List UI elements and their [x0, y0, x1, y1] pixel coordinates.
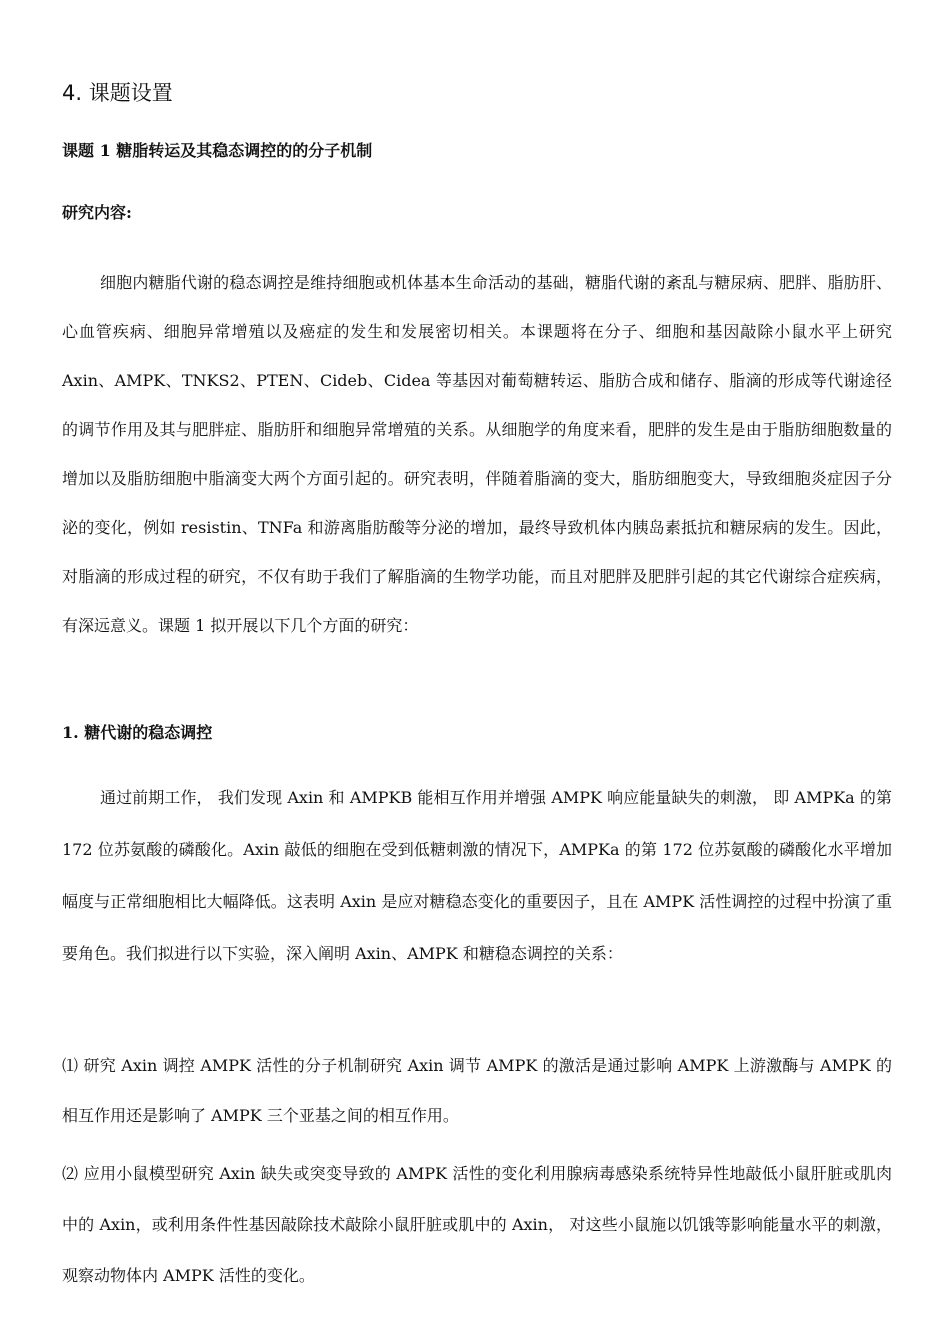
subject-title: 课题 1 糖脂转运及其稳态调控的的分子机制 [62, 141, 373, 160]
item1-heading: 1. 糖代谢的稳态调控 [62, 723, 213, 742]
intro-paragraph: 细胞内糖脂代谢的稳态调控是维持细胞或机体基本生命活动的基础，糖脂代谢的紊乱与糖尿病、肥胖、脂肪肝、心血管疾病、细胞异常增殖以及癌症的发生和发展密切相关。本课题将在分子、细胞和基因敲除小鼠水平上研究 Axin、AMPK、TNKS2、PTEN、Cideb、Cidea 等基因对葡萄糖转运、脂肪合成和储存、脂滴的形成等代谢途径的调节作用及其与肥胖症、脂肪肝和细胞异常增殖的关系。从细胞学的角度来看，肥胖的发生是由于脂肪细胞数量的增加以及脂肪细胞中脂滴变大两个方面引起的。研究表明，伴随着脂滴的变大，脂肪细胞变大，导致细胞炎症因子分泌的变化，例如 resistin、TNFa 和游离脂肪酸等分泌的增加，最终导致机体内胰岛素抵抗和糖尿病的发生。因此，对脂滴的形成过程的研究，不仅有助于我们了解脂滴的生物学功能，而且对肥胖及肥胖引起的其它代谢综合症疾病，有深远意义。课题 1 拟开展以下几个方面的研究： [62, 273, 892, 635]
research-label: 研究内容: [62, 203, 132, 222]
sub-item-1: ⑴ 研究 Axin 调控 AMPK 活性的分子机制研究 Axin 调节 AMPK 的激活是通过影响 AMPK 上游激酶与 AMPK 的相互作用还是影响了 AMPK 三个亚基之间的相互作用。 [62, 1056, 892, 1125]
section-heading: 4. 课题设置 [62, 81, 173, 105]
sub-item-2: ⑵ 应用小鼠模型研究 Axin 缺失或突变导致的 AMPK 活性的变化利用腺病毒感染系统特异性地敲低小鼠肝脏或肌肉中的 Axin，或利用条件性基因敲除技术敲除小鼠肝脏或肌中的 Axin， 对这些小鼠施以饥饿等影响能量水平的刺激， 观察动物体内 AMPK 活性的变化。 [62, 1164, 892, 1285]
item1-paragraph: 通过前期工作， 我们发现 Axin 和 AMPKB 能相互作用并增强 AMPK 响应能量缺失的刺激， 即 AMPKa 的第 172 位苏氨酸的磷酸化。Axin 敲低的细胞在受到低糖刺激的情况下，AMPKa 的第 172 位苏氨酸的磷酸化水平增加幅度与正常细胞相比大幅降低。这表明 Axin 是应对糖稳态变化的重要因子，且在 AMPK 活性调控的过程中扮演了重要角色。我们拟进行以下实验，深入阐明 Axin、AMPK 和糖稳态调控的关系： [62, 788, 892, 963]
